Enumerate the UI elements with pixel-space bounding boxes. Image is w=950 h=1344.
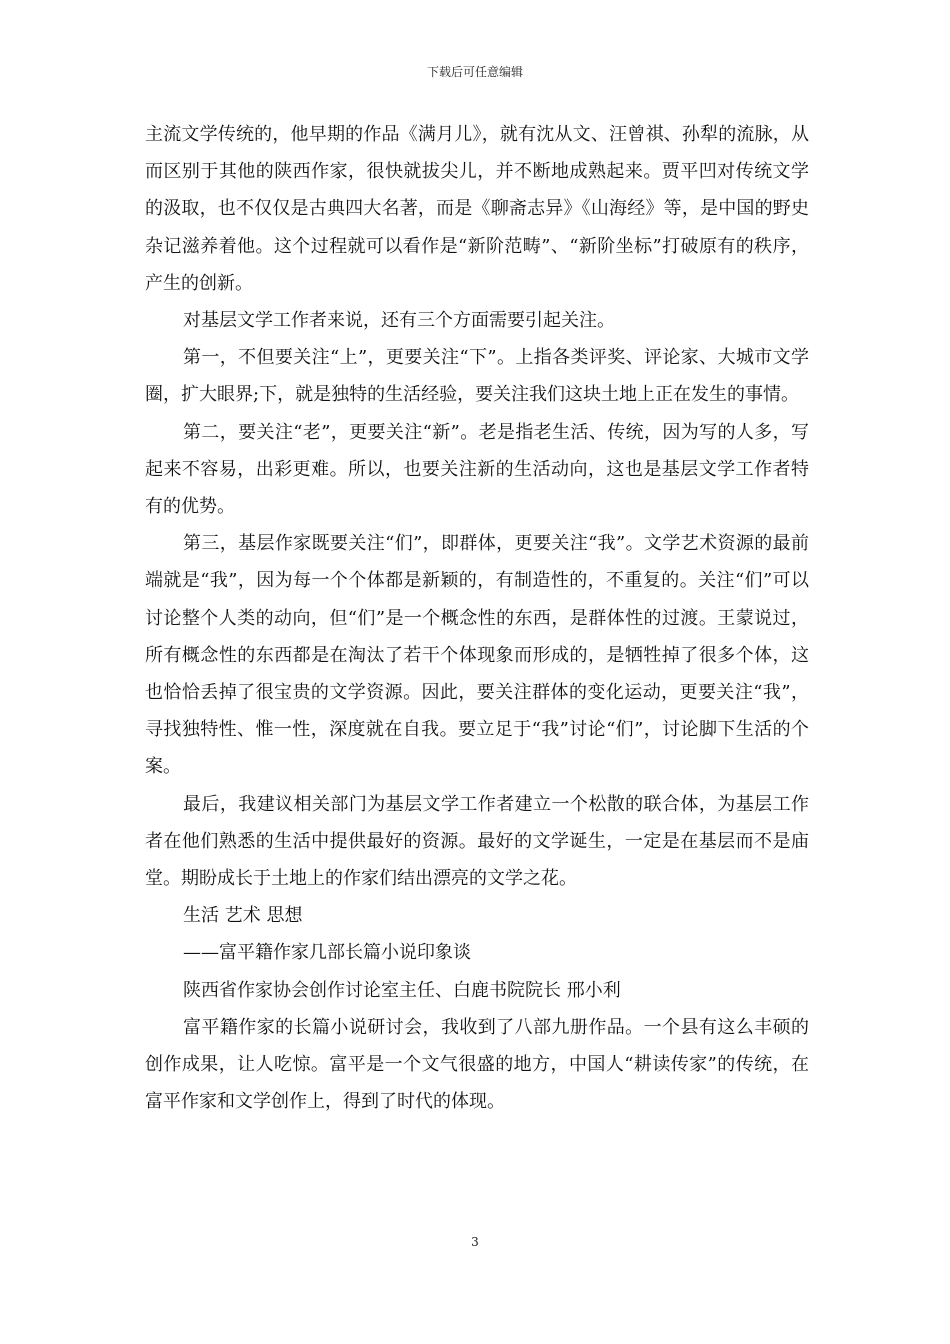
paragraph: 主流文学传统的，他早期的作品《满月儿》，就有沈从文、汪曾祺、孙犁的流脉，从而区别于其他的陕西作家，很快就拔尖儿，并不断地成熟起来。贾平凹对传统文学的汲取，也不仅仅是古典四大名著，而是《聊斋志异》《山海经》等，是中国的野史杂记滋养着他。这个过程就可以看作是“新阶范畴”、“新阶坐标”打破原有的秩序，产生的创新。 [145,124,809,294]
page-header: 下载后可任意编辑 [426,65,523,79]
author-line: 陕西省作家协会创作讨论室主任、白鹿书院院长 邢小利 [183,979,621,1001]
section-subtitle: ——富平籍作家几部长篇小说印象谈 [183,942,471,964]
paragraph: 第三，基层作家既要关注“们”，即群体，更要关注“我”。文学艺术资源的最前端就是“我”，因为每一个个体都是新颖的，有制造性的，不重复的。关注“们”可以讨论整个人类的动向，但“们”是一个概念性的东西，是群体性的过渡。王蒙说过，所有概念性的东西都是在淘汰了若干个体现象而形成的，是牺牲掉了很多个体，这也恰恰丢掉了很宝贵的文学资源。因此，要关注群体的变化运动，更要关注“我”，寻找独特性、惟一性，深度就在自我。要立足于“我”讨论“们”，讨论脚下生活的个案。 [145,533,809,778]
paragraph: 最后，我建议相关部门为基层文学工作者建立一个松散的联合体，为基层工作者在他们熟悉的生活中提供最好的资源。最好的文学诞生，一定是在基层而不是庙堂。期盼成长于土地上的作家们结出漂亮的文学之花。 [145,793,809,890]
paragraph: 第二，要关注“老”，更要关注“新”。老是指老生活、传统，因为写的人多，写起来不容易，出彩更难。所以，也要关注新的生活动向，这也是基层文学工作者特有的优势。 [145,421,809,518]
page-number: 3 [471,1235,479,1249]
section-title: 生活 艺术 思想 [183,905,303,927]
paragraph: 富平籍作家的长篇小说研讨会，我收到了八部九册作品。一个县有这么丰硕的创作成果，让人吃惊。富平是一个文气很盛的地方，中国人“耕读传家”的传统，在富平作家和文学创作上，得到了时代的体现。 [145,1016,809,1113]
document-body [145,116,809,1120]
paragraph: 对基层文学工作者来说，还有三个方面需要引起关注。 [183,310,615,332]
paragraph: 第一，不但要关注“上”，更要关注“下”。上指各类评奖、评论家、大城市文学圈，扩大眼界;下，就是独特的生活经验，要关注我们这块土地上正在发生的事情。 [145,347,809,406]
